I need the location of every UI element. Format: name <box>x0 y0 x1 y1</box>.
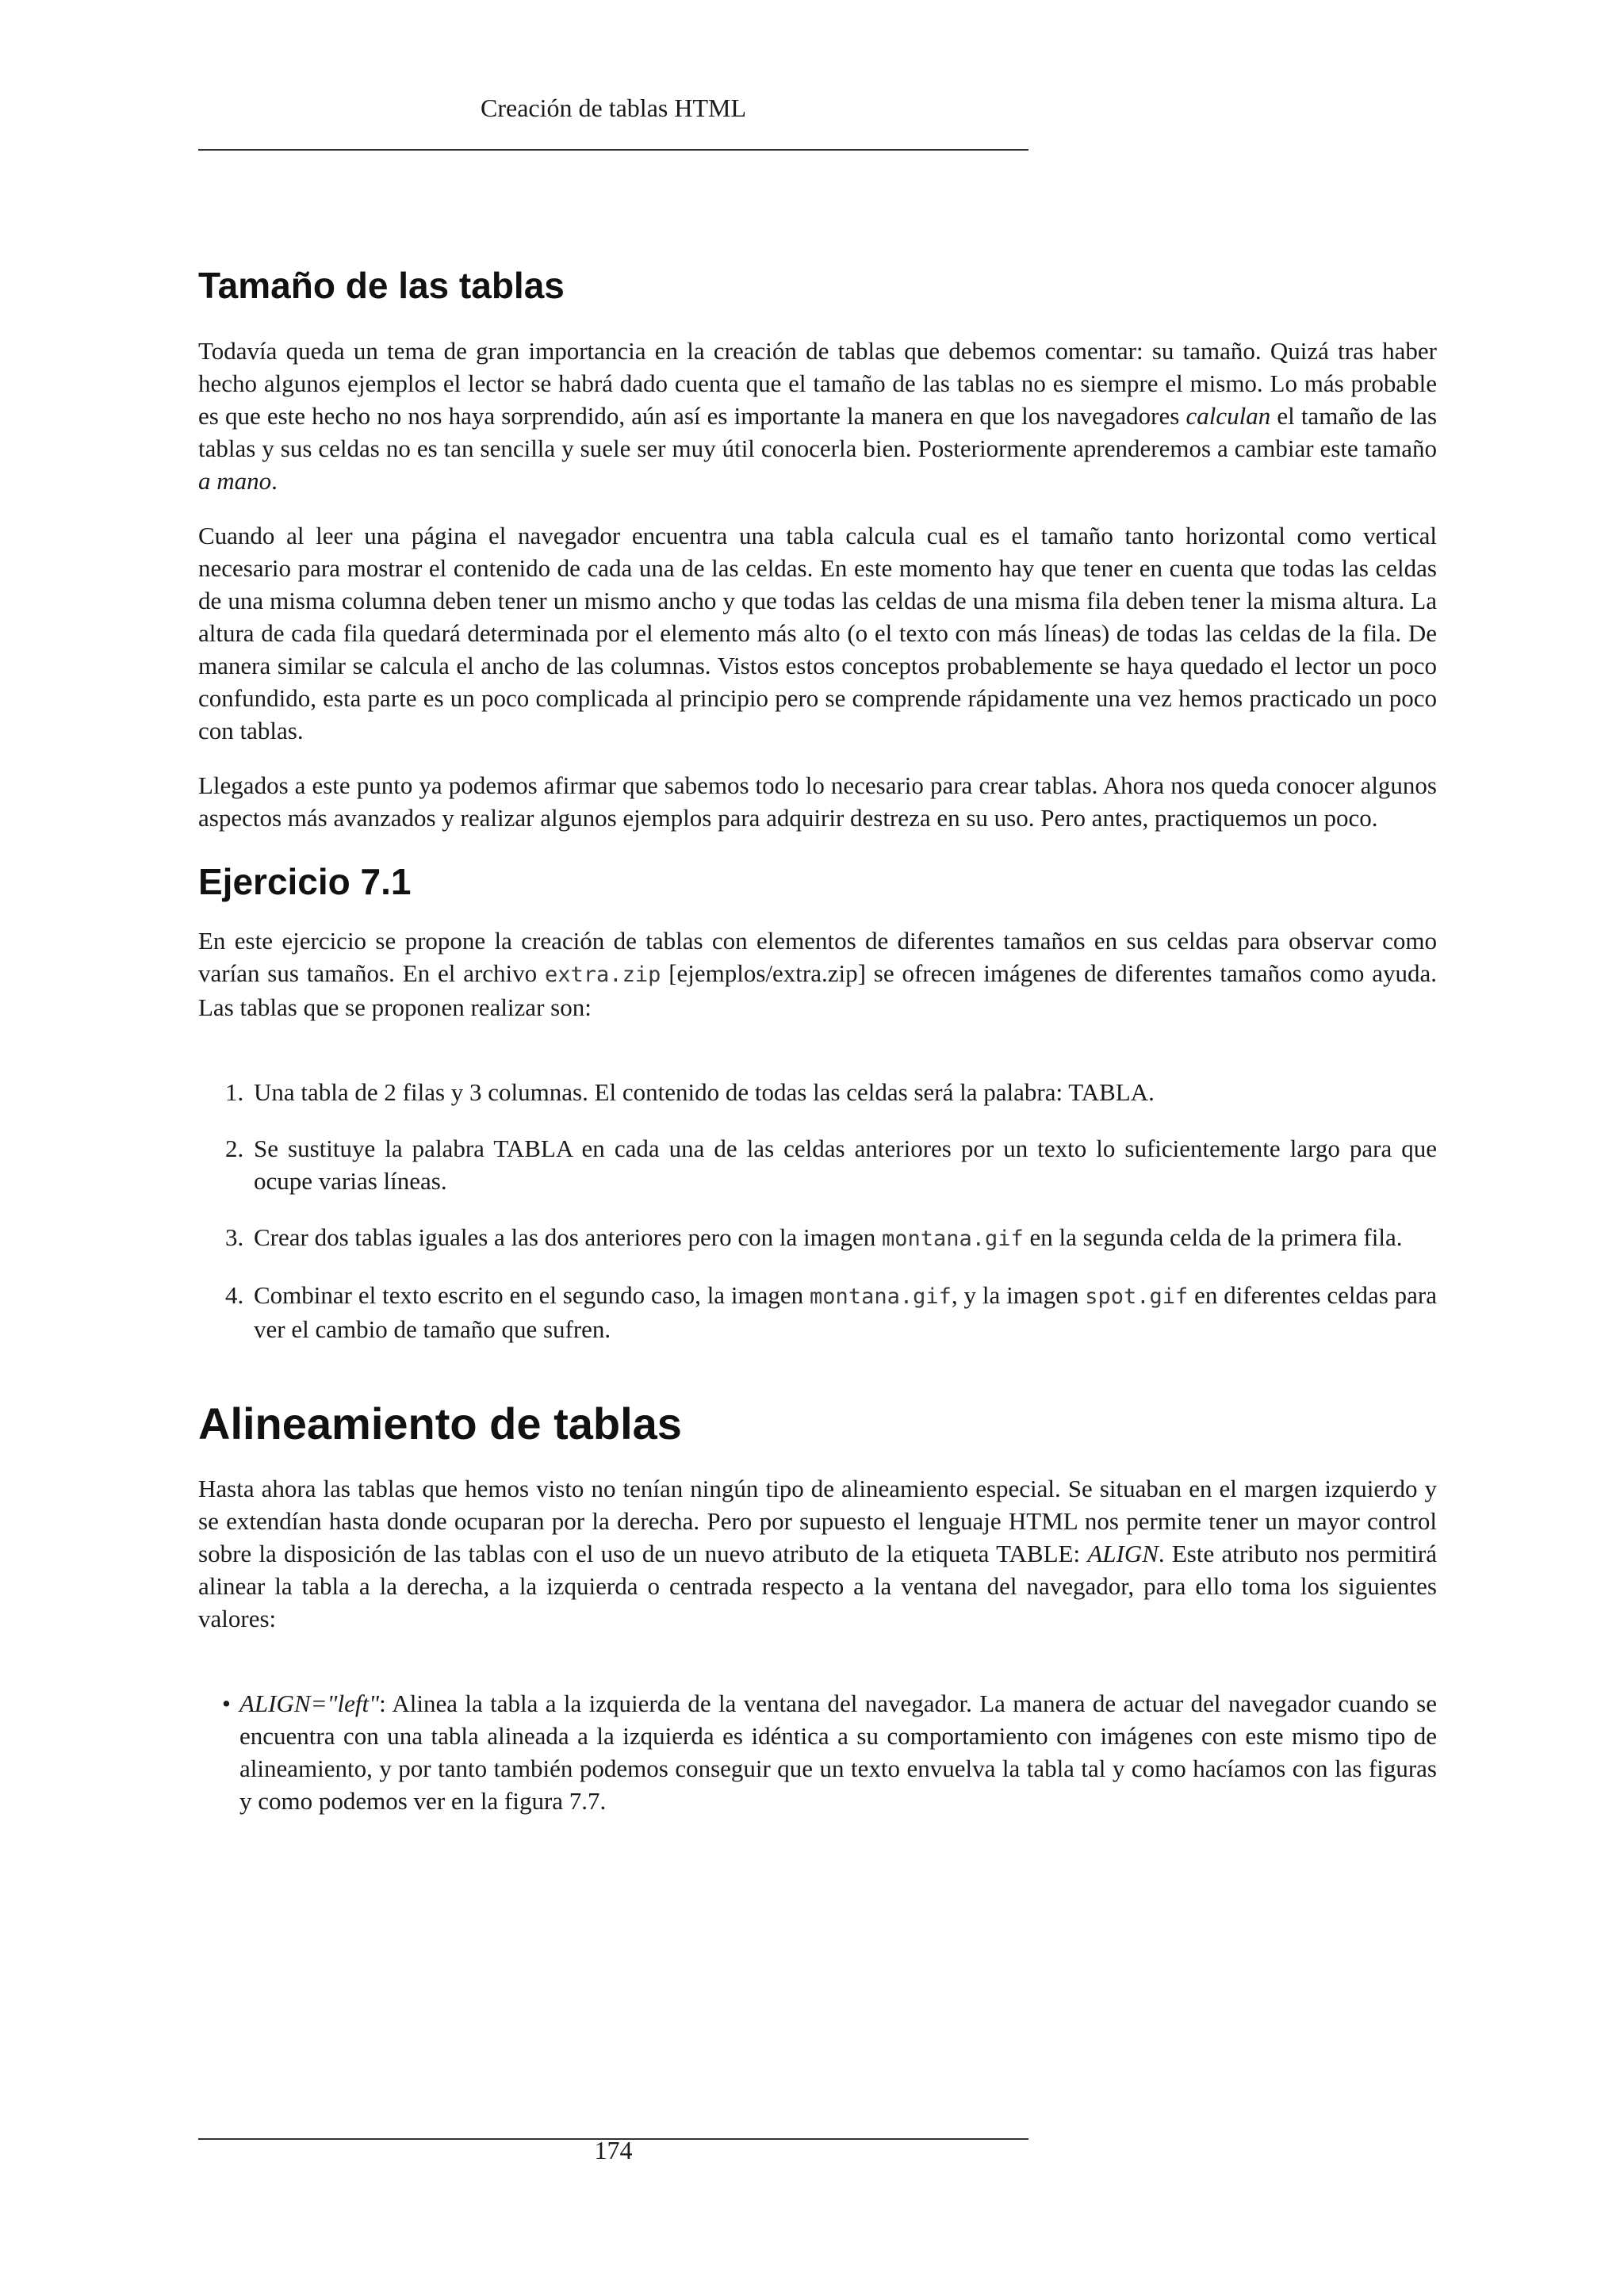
code-montana-gif: montana.gif <box>810 1284 952 1309</box>
paragraph-exercise-intro <box>198 924 1437 1024</box>
emphasis-a-mano: a mano <box>198 467 272 495</box>
text-run: Todavía queda un tema de gran importancia en la creación de tablas que debemos comentar: su tamaño. Quizá tras haber hecho algunos ejemplos el lector se habrá dado cuenta que el tamaño de las tablas no es siempre el mismo. Lo más probable es que este hecho no nos haya sorprendido, aún así es importante la manera en que los navegadores <box>198 337 1437 430</box>
alignment-values-list <box>198 1687 1437 1817</box>
section-title-table-alignment: Alineamiento de tablas <box>198 1399 682 1448</box>
text-run: . <box>271 467 278 495</box>
section-title-table-size: Tamaño de las tablas <box>198 265 565 306</box>
paragraph-size-intro <box>198 335 1437 497</box>
exercise-title: Ejercicio 7.1 <box>198 861 412 902</box>
list-number: 3. <box>225 1223 244 1251</box>
page-number: 174 <box>594 2136 633 2164</box>
list-item-text: Una tabla de 2 filas y 3 columnas. El contenido de todas las celdas será la palabra: TABLA. <box>254 1078 1155 1106</box>
list-item <box>198 1279 1437 1345</box>
text-run: el tamaño de las tablas y sus celdas no es tan sencilla y suele ser muy útil conocerla bien. Posteriormente aprenderemos a cambiar este tamaño <box>198 402 1438 462</box>
list-item <box>198 1132 1437 1197</box>
code-spot-gif: spot.gif <box>1085 1284 1189 1309</box>
text-run: Combinar el texto escrito en el segundo caso, la imagen <box>254 1281 810 1309</box>
bullet-icon: • <box>222 1689 231 1717</box>
text-run: en diferentes celdas para ver el cambio de tamaño que sufren. <box>254 1281 1437 1343</box>
list-number: 1. <box>225 1078 244 1106</box>
page-content <box>198 262 1437 1817</box>
list-number: 2. <box>225 1135 244 1162</box>
emphasis-calculan: calculan <box>1185 402 1271 430</box>
text-run: Hasta ahora las tablas que hemos visto no tenían ningún tipo de alineamiento especial. Se situaban en el margen izquierdo y se extendían hasta donde ocuparan por la derecha. Pero por supuesto el lenguaje HTML nos permite tener un mayor control sobre la disposición de las tablas con el uso de un nuevo atributo de la etiqueta TABLE: <box>198 1475 1437 1567</box>
text-run: en la segunda celda de la primera fila. <box>1023 1223 1403 1251</box>
code-montana-gif: montana.gif <box>881 1226 1024 1251</box>
emphasis-align-left: ALIGN="left" <box>239 1689 380 1717</box>
list-number: 4. <box>225 1281 244 1309</box>
exercise-list <box>198 1076 1437 1345</box>
paragraph-size-calculation: Cuando al leer una página el navegador encuentra una tabla calcula cual es el tamaño tanto horizontal como vertical necesario para mostrar el contenido de cada una de las celdas. En este momento hay que tener en cuenta que todas las celdas de una misma columna deben tener un mismo ancho y que todas las celdas de una misma fila deben tener la misma altura. La altura de cada fila quedará determinada por el elemento más alto (o el texto con más líneas) de todas las celdas de la fila. De manera similar se calcula el ancho de las columnas. Vistos estos conceptos probablemente se haya quedado el lector un poco confundido, esta parte es un poco complicada al principio pero se comprende rápidamente una vez hemos practicado un poco con tablas. <box>198 522 1437 744</box>
running-header: Creación de tablas HTML <box>481 94 746 122</box>
list-item <box>198 1221 1437 1255</box>
list-item-text: : Alinea la tabla a la izquierda de la ventana del navegador. La manera de actuar del navegador cuando se encuentra con una tabla alineada a la izquierda es idéntica a su comportamiento con imágenes con este mismo tipo de alineamiento, y por tanto también podemos conseguir que un texto envuelva la tabla tal y como hacíamos con las figuras y como podemos ver en la figura 7.7. <box>239 1689 1437 1815</box>
text-run: , y la imagen <box>951 1281 1086 1309</box>
list-item <box>198 1076 1437 1108</box>
text-run: [ejemplos/extra.zip] se ofrecen imágenes de diferentes tamaños como ayuda. Las tablas que se proponen realizar son: <box>198 959 1438 1021</box>
list-item <box>198 1687 1437 1817</box>
text-run: En este ejercicio se propone la creación de tablas con elementos de diferentes tamaños en sus celdas para observar como varían sus tamaños. En el archivo <box>198 927 1437 987</box>
emphasis-align: ALIGN <box>1087 1540 1159 1567</box>
header-rule <box>198 149 1028 151</box>
code-extra-zip: extra.zip <box>545 962 661 987</box>
text-run: . Este atributo nos permitirá alinear la tabla a la derecha, a la izquierda o centrada respecto a la ventana del navegador, para ello toma los siguientes valores: <box>198 1540 1437 1632</box>
list-item-text: Se sustituye la palabra TABLA en cada una de las celdas anteriores por un texto lo suficientemente largo para que ocupe varias líneas. <box>254 1135 1437 1195</box>
paragraph-size-conclusion: Llegados a este punto ya podemos afirmar que sabemos todo lo necesario para crear tablas. Ahora nos queda conocer algunos aspectos más avanzados y realizar algunos ejemplos para adquirir destreza en su uso. Pero antes, practiquemos un poco. <box>198 771 1437 832</box>
paragraph-alignment-intro <box>198 1472 1437 1635</box>
text-run: Crear dos tablas iguales a las dos anteriores pero con la imagen <box>254 1223 882 1251</box>
